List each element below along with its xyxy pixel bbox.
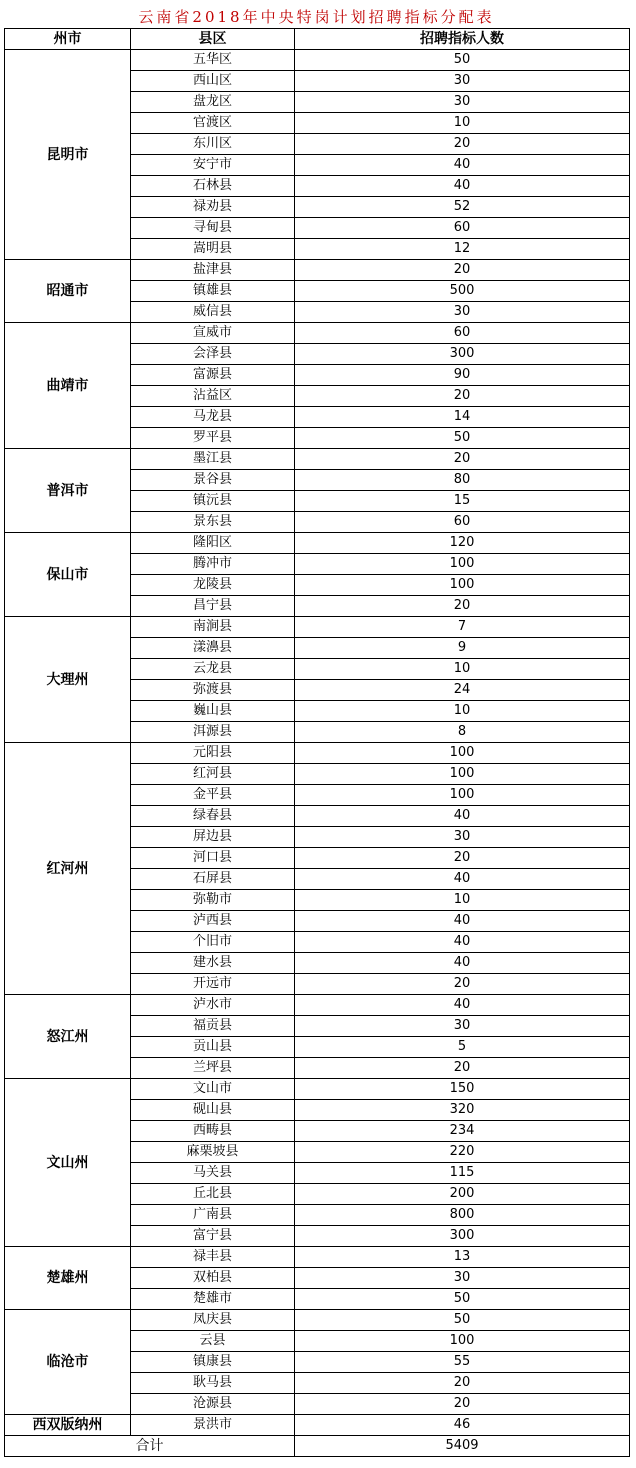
count-cell: 500 <box>295 281 630 302</box>
count-cell: 20 <box>295 386 630 407</box>
county-cell: 金平县 <box>131 785 295 806</box>
count-cell: 50 <box>295 428 630 449</box>
total-label: 合计 <box>5 1436 295 1457</box>
county-cell: 云县 <box>131 1331 295 1352</box>
count-cell: 20 <box>295 848 630 869</box>
count-cell: 100 <box>295 743 630 764</box>
city-cell: 昭通市 <box>5 260 131 323</box>
county-cell: 弥渡县 <box>131 680 295 701</box>
count-cell: 20 <box>295 449 630 470</box>
count-cell: 300 <box>295 1226 630 1247</box>
count-cell: 55 <box>295 1352 630 1373</box>
city-cell: 保山市 <box>5 533 131 617</box>
header-row <box>5 29 630 50</box>
count-cell: 12 <box>295 239 630 260</box>
county-cell: 龙陵县 <box>131 575 295 596</box>
count-cell: 60 <box>295 218 630 239</box>
county-cell: 景东县 <box>131 512 295 533</box>
county-cell: 沧源县 <box>131 1394 295 1415</box>
table-row <box>5 1415 630 1436</box>
count-cell: 100 <box>295 1331 630 1352</box>
count-cell: 60 <box>295 512 630 533</box>
city-cell: 西双版纳州 <box>5 1415 131 1436</box>
county-cell: 砚山县 <box>131 1100 295 1121</box>
count-cell: 30 <box>295 827 630 848</box>
county-cell: 丘北县 <box>131 1184 295 1205</box>
county-cell: 漾濞县 <box>131 638 295 659</box>
county-cell: 盘龙区 <box>131 92 295 113</box>
county-cell: 绿春县 <box>131 806 295 827</box>
county-cell: 官渡区 <box>131 113 295 134</box>
county-cell: 富宁县 <box>131 1226 295 1247</box>
count-cell: 100 <box>295 764 630 785</box>
county-cell: 西畴县 <box>131 1121 295 1142</box>
county-cell: 镇康县 <box>131 1352 295 1373</box>
count-cell: 20 <box>295 1058 630 1079</box>
county-cell: 泸西县 <box>131 911 295 932</box>
county-cell: 禄劝县 <box>131 197 295 218</box>
county-cell: 威信县 <box>131 302 295 323</box>
county-cell: 弥勒市 <box>131 890 295 911</box>
count-cell: 40 <box>295 953 630 974</box>
county-cell: 墨江县 <box>131 449 295 470</box>
county-cell: 五华区 <box>131 50 295 71</box>
table-row <box>5 617 630 638</box>
city-cell: 文山州 <box>5 1079 131 1247</box>
county-cell: 广南县 <box>131 1205 295 1226</box>
county-cell: 镇沅县 <box>131 491 295 512</box>
table-row <box>5 449 630 470</box>
count-cell: 30 <box>295 1016 630 1037</box>
count-cell: 30 <box>295 302 630 323</box>
total-value: 5409 <box>295 1436 630 1457</box>
county-cell: 禄丰县 <box>131 1247 295 1268</box>
quota-table <box>4 28 630 1457</box>
count-cell: 9 <box>295 638 630 659</box>
count-cell: 20 <box>295 1373 630 1394</box>
count-cell: 10 <box>295 701 630 722</box>
county-cell: 沾益区 <box>131 386 295 407</box>
county-cell: 楚雄市 <box>131 1289 295 1310</box>
county-cell: 景洪市 <box>131 1415 295 1436</box>
count-cell: 40 <box>295 806 630 827</box>
county-cell: 会泽县 <box>131 344 295 365</box>
county-cell: 宣威市 <box>131 323 295 344</box>
count-cell: 24 <box>295 680 630 701</box>
count-cell: 234 <box>295 1121 630 1142</box>
city-cell: 怒江州 <box>5 995 131 1079</box>
header-count: 招聘指标人数 <box>295 29 630 50</box>
count-cell: 20 <box>295 974 630 995</box>
header-city: 州市 <box>5 29 131 50</box>
count-cell: 30 <box>295 71 630 92</box>
table-row <box>5 1079 630 1100</box>
count-cell: 200 <box>295 1184 630 1205</box>
county-cell: 泸水市 <box>131 995 295 1016</box>
count-cell: 30 <box>295 92 630 113</box>
count-cell: 100 <box>295 575 630 596</box>
county-cell: 景谷县 <box>131 470 295 491</box>
county-cell: 安宁市 <box>131 155 295 176</box>
table-row <box>5 1247 630 1268</box>
county-cell: 东川区 <box>131 134 295 155</box>
count-cell: 10 <box>295 659 630 680</box>
county-cell: 耿马县 <box>131 1373 295 1394</box>
count-cell: 40 <box>295 869 630 890</box>
count-cell: 14 <box>295 407 630 428</box>
count-cell: 10 <box>295 890 630 911</box>
county-cell: 昌宁县 <box>131 596 295 617</box>
county-cell: 罗平县 <box>131 428 295 449</box>
county-cell: 马关县 <box>131 1163 295 1184</box>
county-cell: 南涧县 <box>131 617 295 638</box>
county-cell: 石林县 <box>131 176 295 197</box>
city-cell: 昆明市 <box>5 50 131 260</box>
count-cell: 20 <box>295 1394 630 1415</box>
table-row <box>5 743 630 764</box>
table-row <box>5 533 630 554</box>
county-cell: 双柏县 <box>131 1268 295 1289</box>
county-cell: 镇雄县 <box>131 281 295 302</box>
count-cell: 5 <box>295 1037 630 1058</box>
count-cell: 50 <box>295 1310 630 1331</box>
table-row <box>5 995 630 1016</box>
county-cell: 石屏县 <box>131 869 295 890</box>
county-cell: 贡山县 <box>131 1037 295 1058</box>
county-cell: 巍山县 <box>131 701 295 722</box>
county-cell: 红河县 <box>131 764 295 785</box>
count-cell: 220 <box>295 1142 630 1163</box>
county-cell: 嵩明县 <box>131 239 295 260</box>
city-cell: 临沧市 <box>5 1310 131 1415</box>
county-cell: 洱源县 <box>131 722 295 743</box>
county-cell: 盐津县 <box>131 260 295 281</box>
count-cell: 52 <box>295 197 630 218</box>
county-cell: 云龙县 <box>131 659 295 680</box>
table-row <box>5 1310 630 1331</box>
count-cell: 7 <box>295 617 630 638</box>
count-cell: 50 <box>295 50 630 71</box>
header-county: 县区 <box>131 29 295 50</box>
count-cell: 40 <box>295 155 630 176</box>
city-cell: 普洱市 <box>5 449 131 533</box>
count-cell: 40 <box>295 176 630 197</box>
city-cell: 曲靖市 <box>5 323 131 449</box>
count-cell: 40 <box>295 932 630 953</box>
count-cell: 120 <box>295 533 630 554</box>
county-cell: 麻栗坡县 <box>131 1142 295 1163</box>
count-cell: 20 <box>295 260 630 281</box>
count-cell: 40 <box>295 911 630 932</box>
count-cell: 15 <box>295 491 630 512</box>
city-cell: 楚雄州 <box>5 1247 131 1310</box>
count-cell: 60 <box>295 323 630 344</box>
count-cell: 800 <box>295 1205 630 1226</box>
county-cell: 凤庆县 <box>131 1310 295 1331</box>
document <box>4 6 629 1457</box>
count-cell: 100 <box>295 785 630 806</box>
count-cell: 40 <box>295 995 630 1016</box>
county-cell: 建水县 <box>131 953 295 974</box>
county-cell: 隆阳区 <box>131 533 295 554</box>
count-cell: 13 <box>295 1247 630 1268</box>
count-cell: 300 <box>295 344 630 365</box>
city-cell: 红河州 <box>5 743 131 995</box>
count-cell: 50 <box>295 1289 630 1310</box>
county-cell: 兰坪县 <box>131 1058 295 1079</box>
count-cell: 100 <box>295 554 630 575</box>
count-cell: 10 <box>295 113 630 134</box>
count-cell: 20 <box>295 134 630 155</box>
count-cell: 46 <box>295 1415 630 1436</box>
county-cell: 个旧市 <box>131 932 295 953</box>
county-cell: 西山区 <box>131 71 295 92</box>
count-cell: 8 <box>295 722 630 743</box>
table-title: 云南省2018年中央特岗计划招聘指标分配表 <box>138 8 495 26</box>
count-cell: 30 <box>295 1268 630 1289</box>
count-cell: 20 <box>295 596 630 617</box>
county-cell: 福贡县 <box>131 1016 295 1037</box>
city-cell: 大理州 <box>5 617 131 743</box>
county-cell: 开远市 <box>131 974 295 995</box>
county-cell: 寻甸县 <box>131 218 295 239</box>
county-cell: 腾冲市 <box>131 554 295 575</box>
count-cell: 80 <box>295 470 630 491</box>
county-cell: 富源县 <box>131 365 295 386</box>
county-cell: 屏边县 <box>131 827 295 848</box>
county-cell: 文山市 <box>131 1079 295 1100</box>
count-cell: 320 <box>295 1100 630 1121</box>
count-cell: 90 <box>295 365 630 386</box>
table-row <box>5 260 630 281</box>
count-cell: 115 <box>295 1163 630 1184</box>
table-row <box>5 323 630 344</box>
count-cell: 150 <box>295 1079 630 1100</box>
county-cell: 河口县 <box>131 848 295 869</box>
table-row <box>5 50 630 71</box>
county-cell: 元阳县 <box>131 743 295 764</box>
total-row <box>5 1436 630 1457</box>
county-cell: 马龙县 <box>131 407 295 428</box>
